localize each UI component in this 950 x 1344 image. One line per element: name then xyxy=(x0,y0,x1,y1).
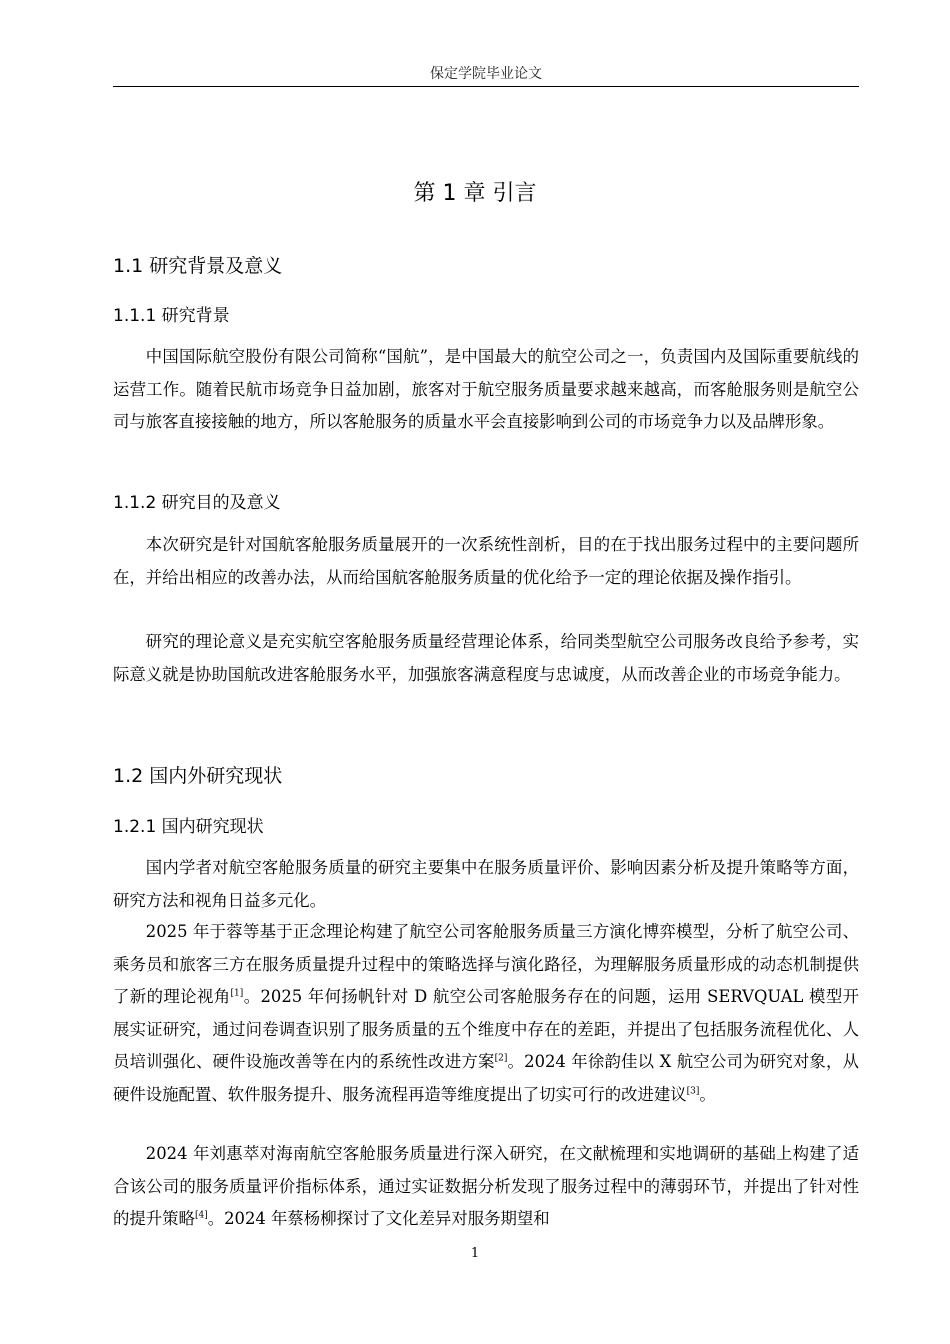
paragraph-domestic-intro: 国内学者对航空客舱服务质量的研究主要集中在服务质量评价、影响因素分析及提升策略等方面，研究方法和视角日益多元化。 xyxy=(113,858,859,910)
running-header: 保定学院毕业论文 xyxy=(113,62,859,87)
citation-ref-3: [3] xyxy=(686,1086,700,1097)
paragraph-domestic-studies-1 xyxy=(113,916,859,1111)
text-run: 。2025 年何扬帆针对 D 航空公司客舱服务存在的问题，运用 SERVQUAL 模型开展实证研究，通过问卷调查识别了服务质量的五个维度中存在的差距，并提出了包括服务流程优化、人员培训强化、硬件设施改善等在内的系统性改进方案 xyxy=(113,987,860,1071)
text-run: 2024 年刘惠萃对海南航空客舱服务质量进行深入研究，在文献梳理和实地调研的基础上构建了适合该公司的服务质量评价指标体系，通过实证数据分析发现了服务过程中的薄弱环节，并提出了针对性的提升策略 xyxy=(113,1144,859,1228)
citation-ref-4: [4] xyxy=(194,1210,208,1221)
paragraph-purpose: 本次研究是针对国航客舱服务质量展开的一次系统性剖析，目的在于找出服务过程中的主要问题所在，并给出相应的改善办法，从而给国航客舱服务质量的优化给予一定的理论依据及操作指引。 xyxy=(113,535,859,587)
citation-ref-2: [2] xyxy=(494,1053,508,1064)
page-number: 1 xyxy=(470,1246,480,1261)
text-run: 2025 年于蓉等基于正念理论构建了航空公司客舱服务质量三方演化博弈模型，分析了航空公司、乘务员和旅客三方在服务质量提升过程中的策略选择与演化路径，为理解服务质量形成的动态机制提供了新的理论视角 xyxy=(113,922,859,1006)
paragraph-background: 中国国际航空股份有限公司简称“国航”，是中国最大的航空公司之一，负责国内及国际重要航线的运营工作。随着民航市场竞争日益加剧，旅客对于航空服务质量要求越来越高，而客舱服务则是航空公司与旅客直接接触的地方，所以客舱服务的质量水平会直接影响到公司的市场竞争力以及品牌形象。 xyxy=(113,347,859,431)
chapter-title: 第 1 章 引言 xyxy=(413,181,537,206)
subsection-heading-1-2-1: 1.2.1 国内研究现状 xyxy=(113,817,264,837)
paragraph-significance: 研究的理论意义是充实航空客舱服务质量经营理论体系，给同类型航空公司服务改良给予参考，实际意义就是协助国航改进客舱服务水平，加强旅客满意程度与忠诚度，从而改善企业的市场竞争能力。 xyxy=(113,632,859,684)
text-run: 。 xyxy=(699,1084,716,1104)
text-run: 。2024 年徐韵佳以 X 航空公司为研究对象，从硬件设施配置、软件服务提升、服务流程再造等维度提出了切实可行的改进建议 xyxy=(113,1052,859,1104)
subsection-heading-1-1-1: 1.1.1 研究背景 xyxy=(113,306,230,326)
paragraph-domestic-studies-2 xyxy=(113,1138,859,1236)
section-heading-1-2: 1.2 国内外研究现状 xyxy=(113,765,283,787)
subsection-heading-1-1-2: 1.1.2 研究目的及意义 xyxy=(113,493,281,513)
section-heading-1-1: 1.1 研究背景及意义 xyxy=(113,255,283,277)
citation-ref-1: [1] xyxy=(230,988,244,999)
text-run: 。2024 年蔡杨柳探讨了文化差异对服务期望和 xyxy=(207,1209,550,1228)
